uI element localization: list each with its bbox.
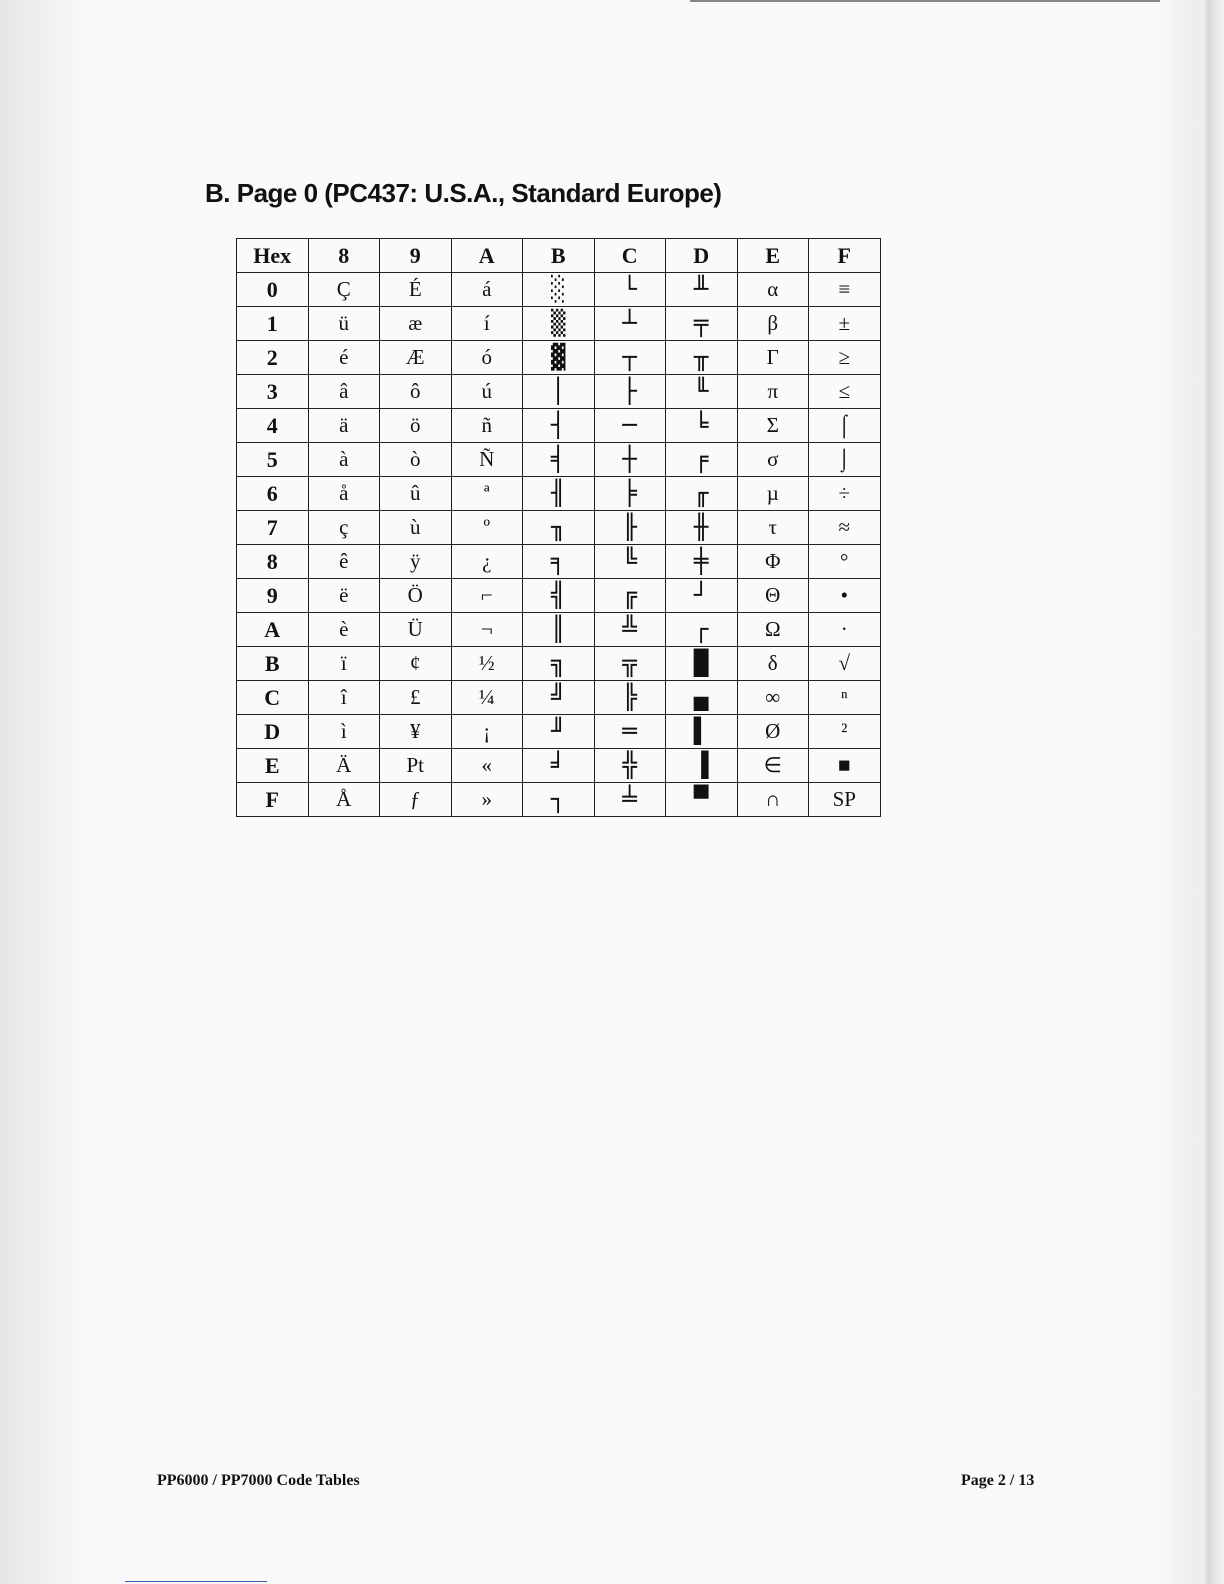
table-cell: ╛: [523, 749, 595, 783]
table-row: [237, 409, 881, 443]
column-header: B: [523, 239, 595, 273]
table-cell: ≡: [809, 273, 881, 307]
table-row: [237, 647, 881, 681]
table-cell: β: [737, 307, 809, 341]
table-cell: ▀: [666, 783, 738, 817]
table-row: [237, 307, 881, 341]
table-cell: ╫: [666, 511, 738, 545]
table-cell: á: [451, 273, 523, 307]
row-header: D: [237, 715, 309, 749]
table-cell: ·: [809, 613, 881, 647]
table-cell: ⌐: [451, 579, 523, 613]
table-cell: Ö: [380, 579, 452, 613]
table-cell: ╪: [666, 545, 738, 579]
table-cell: ■: [809, 749, 881, 783]
table-cell: ²: [809, 715, 881, 749]
table-cell: Γ: [737, 341, 809, 375]
table-cell: û: [380, 477, 452, 511]
table-cell: ⁿ: [809, 681, 881, 715]
row-header: 0: [237, 273, 309, 307]
table-cell: ╨: [666, 273, 738, 307]
table-cell: î: [308, 681, 380, 715]
table-cell: ≥: [809, 341, 881, 375]
table-row: [237, 681, 881, 715]
table-cell: ▄: [666, 681, 738, 715]
table-cell: ½: [451, 647, 523, 681]
table-cell: ê: [308, 545, 380, 579]
table-row: [237, 341, 881, 375]
table-cell: ╝: [523, 681, 595, 715]
table-cell: ó: [451, 341, 523, 375]
table-cell: ╥: [666, 341, 738, 375]
table-cell: ═: [594, 715, 666, 749]
row-header: 8: [237, 545, 309, 579]
table-cell: ▒: [523, 307, 595, 341]
table-cell: ╟: [594, 511, 666, 545]
table-cell: ├: [594, 375, 666, 409]
table-cell: ╜: [523, 715, 595, 749]
row-header: C: [237, 681, 309, 715]
document-title-footer: PP6000 / PP7000 Code Tables: [157, 1472, 360, 1489]
page-shadow: [0, 0, 90, 1584]
table-cell: ▌: [666, 715, 738, 749]
table-cell: ╒: [666, 443, 738, 477]
table-cell: ≤: [809, 375, 881, 409]
table-cell: µ: [737, 477, 809, 511]
section-heading: B. Page 0 (PC437: U.S.A., Standard Europe): [205, 178, 722, 208]
column-header: C: [594, 239, 666, 273]
row-header: F: [237, 783, 309, 817]
table-cell: º: [451, 511, 523, 545]
table-cell: ╦: [594, 647, 666, 681]
table-cell: »: [451, 783, 523, 817]
table-cell: â: [308, 375, 380, 409]
table-row: [237, 545, 881, 579]
table-cell: ┴: [594, 307, 666, 341]
table-cell: ä: [308, 409, 380, 443]
table-row: [237, 613, 881, 647]
column-header: E: [737, 239, 809, 273]
table-cell: ╗: [523, 647, 595, 681]
table-cell: Φ: [737, 545, 809, 579]
table-cell: ⌠: [809, 409, 881, 443]
table-cell: │: [523, 375, 595, 409]
table-cell: •: [809, 579, 881, 613]
table-row: [237, 749, 881, 783]
table-cell: í: [451, 307, 523, 341]
table-cell: ƒ: [380, 783, 452, 817]
table-cell: ╣: [523, 579, 595, 613]
table-cell: ô: [380, 375, 452, 409]
table-cell: ░: [523, 273, 595, 307]
table-cell: ╠: [594, 681, 666, 715]
table-cell: ╔: [594, 579, 666, 613]
column-header: A: [451, 239, 523, 273]
top-rule: [690, 0, 1160, 2]
table-cell: «: [451, 749, 523, 783]
table-row: [237, 375, 881, 409]
table-cell: ╧: [594, 783, 666, 817]
column-header-hex: Hex: [237, 239, 309, 273]
table-cell: ┌: [666, 613, 738, 647]
row-header: 7: [237, 511, 309, 545]
table-cell: ñ: [451, 409, 523, 443]
table-cell: σ: [737, 443, 809, 477]
table-row: [237, 477, 881, 511]
table-cell: ╓: [666, 477, 738, 511]
table-cell: ¿: [451, 545, 523, 579]
table-cell: ┬: [594, 341, 666, 375]
table-cell: π: [737, 375, 809, 409]
table-cell: δ: [737, 647, 809, 681]
table-row: [237, 783, 881, 817]
table-cell: ò: [380, 443, 452, 477]
table-cell: ∈: [737, 749, 809, 783]
table-cell: ¥: [380, 715, 452, 749]
table-cell: ∩: [737, 783, 809, 817]
table-cell: ¼: [451, 681, 523, 715]
table-cell: Ø: [737, 715, 809, 749]
table-body: [237, 273, 881, 817]
table-cell: ì: [308, 715, 380, 749]
row-header: A: [237, 613, 309, 647]
table-cell: Ω: [737, 613, 809, 647]
table-cell: ÷: [809, 477, 881, 511]
table-cell: SP: [809, 783, 881, 817]
table-cell: ª: [451, 477, 523, 511]
table-cell: ┤: [523, 409, 595, 443]
table-cell: ┐: [523, 783, 595, 817]
column-header: F: [809, 239, 881, 273]
table-cell: ╚: [594, 545, 666, 579]
table-row: [237, 273, 881, 307]
table-cell: Pt: [380, 749, 452, 783]
table-cell: ¢: [380, 647, 452, 681]
row-header: E: [237, 749, 309, 783]
row-header: 5: [237, 443, 309, 477]
table-cell: Å: [308, 783, 380, 817]
table-cell: É: [380, 273, 452, 307]
row-header: 2: [237, 341, 309, 375]
table-cell: ≈: [809, 511, 881, 545]
table-cell: Ä: [308, 749, 380, 783]
row-header: 1: [237, 307, 309, 341]
table-cell: ╬: [594, 749, 666, 783]
table-cell: £: [380, 681, 452, 715]
table-cell: Ñ: [451, 443, 523, 477]
table-cell: ¬: [451, 613, 523, 647]
table-cell: ±: [809, 307, 881, 341]
table-cell: τ: [737, 511, 809, 545]
table-row: [237, 715, 881, 749]
table-cell: ⌡: [809, 443, 881, 477]
table-cell: √: [809, 647, 881, 681]
table-cell: ╞: [594, 477, 666, 511]
bottom-rule: [125, 1581, 267, 1582]
column-header: 8: [308, 239, 380, 273]
table-cell: ╙: [666, 375, 738, 409]
table-cell: °: [809, 545, 881, 579]
page-number: Page 2 / 13: [961, 1472, 1035, 1489]
table-cell: ╩: [594, 613, 666, 647]
table-cell: ╕: [523, 545, 595, 579]
table-cell: è: [308, 613, 380, 647]
table-cell: ¡: [451, 715, 523, 749]
table-cell: ÿ: [380, 545, 452, 579]
column-header: 9: [380, 239, 452, 273]
table-cell: ╘: [666, 409, 738, 443]
row-header: 9: [237, 579, 309, 613]
table-cell: α: [737, 273, 809, 307]
table-cell: ┼: [594, 443, 666, 477]
table-cell: å: [308, 477, 380, 511]
table-cell: █: [666, 647, 738, 681]
table-cell: ▐: [666, 749, 738, 783]
table-row: [237, 443, 881, 477]
table-cell: └: [594, 273, 666, 307]
table-row: [237, 511, 881, 545]
row-header: B: [237, 647, 309, 681]
table-cell: ▓: [523, 341, 595, 375]
table-cell: ç: [308, 511, 380, 545]
row-header: 4: [237, 409, 309, 443]
table-cell: ║: [523, 613, 595, 647]
table-cell: ∞: [737, 681, 809, 715]
code-table: [236, 238, 881, 817]
table-row: [237, 579, 881, 613]
table-cell: ë: [308, 579, 380, 613]
table-cell: ú: [451, 375, 523, 409]
table-cell: Θ: [737, 579, 809, 613]
table-cell: Ç: [308, 273, 380, 307]
column-header: D: [666, 239, 738, 273]
table-cell: ╡: [523, 443, 595, 477]
table-cell: Æ: [380, 341, 452, 375]
table-cell: ─: [594, 409, 666, 443]
row-header: 6: [237, 477, 309, 511]
row-header: 3: [237, 375, 309, 409]
page-edge: [1154, 0, 1224, 1584]
table-cell: Ü: [380, 613, 452, 647]
table-cell: ╖: [523, 511, 595, 545]
table-cell: Σ: [737, 409, 809, 443]
table-cell: ù: [380, 511, 452, 545]
table-cell: ╤: [666, 307, 738, 341]
table-header-row: [237, 239, 881, 273]
table-cell: é: [308, 341, 380, 375]
table-cell: ö: [380, 409, 452, 443]
table-cell: à: [308, 443, 380, 477]
table-cell: ╢: [523, 477, 595, 511]
table-cell: ┘: [666, 579, 738, 613]
table-cell: ï: [308, 647, 380, 681]
table-cell: ü: [308, 307, 380, 341]
table-cell: æ: [380, 307, 452, 341]
